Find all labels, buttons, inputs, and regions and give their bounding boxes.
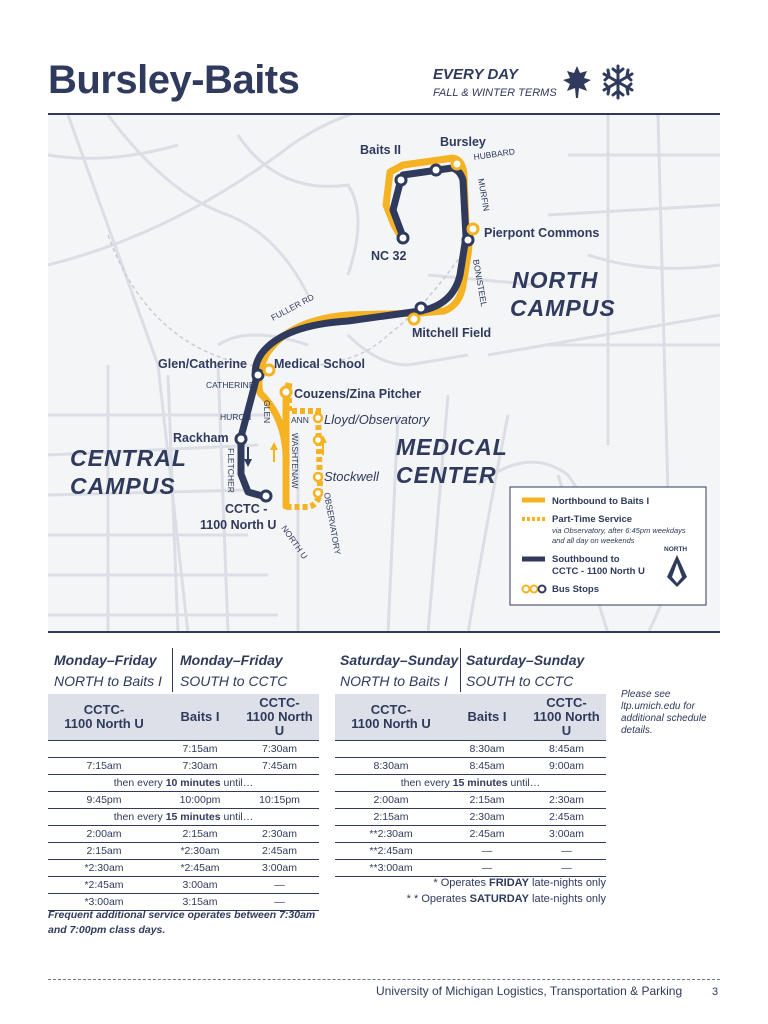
table-row (48, 860, 319, 877)
stop-label-baits2: Baits II (360, 143, 401, 157)
weekend-north-subheading: NORTH to Baits I (340, 673, 448, 689)
street-label-ann: ANN (291, 415, 309, 425)
time-cell: 3:00am (160, 877, 240, 894)
table-row (48, 775, 319, 792)
time-cell: 10:00pm (160, 792, 240, 809)
time-cell: 2:45am (527, 809, 606, 826)
table-row (335, 826, 606, 843)
time-cell: 9:45pm (48, 792, 160, 809)
column-header: Baits I (447, 694, 527, 741)
street-label-north-u: NORTH U (279, 523, 310, 561)
footer-organization: University of Michigan Logistics, Transportation & Parking (376, 984, 683, 998)
time-cell: 3:00am (240, 860, 319, 877)
frequency-interval: 15 minutes (165, 811, 221, 823)
stop-label-cctc: CCTC - (225, 502, 268, 516)
time-cell: *2:45am (48, 877, 160, 894)
frequency-text: until… (507, 777, 541, 789)
route-title: Bursley-Baits (48, 58, 300, 102)
stop-label-stockwell: Stockwell (324, 469, 379, 484)
frequency-text: until… (220, 777, 254, 789)
weekday-south-subheading: SOUTH to CCTC (180, 673, 288, 689)
saturday-footnote (407, 893, 606, 905)
legend-southbound-2: CCTC - 1100 North U (552, 566, 645, 577)
weekday-divider (172, 648, 173, 692)
table-row (335, 775, 606, 792)
area-label-central-campus-2: CAMPUS (70, 473, 176, 499)
frequency-text: then every (400, 777, 453, 789)
time-cell: 2:30am (447, 809, 527, 826)
column-header: Baits I (160, 694, 240, 741)
legend-parttime-note-2: and all day on weekends (552, 536, 635, 545)
area-label-north-campus-1: NORTH (512, 267, 599, 293)
table-row (335, 792, 606, 809)
time-cell: 8:30am (447, 741, 527, 758)
schedule-note: Please see ltp.umich.edu for additional schedule details. (621, 689, 707, 736)
street-label-observatory: OBSERVATORY (322, 491, 343, 556)
time-cell: **2:30am (335, 826, 447, 843)
time-cell: 3:00am (527, 826, 606, 843)
footnote-text: * * Operates (406, 893, 470, 905)
weekday-north-heading: Monday–Friday (54, 652, 157, 668)
stop-label-nc32: NC 32 (371, 249, 407, 263)
friday-footnote (433, 877, 606, 889)
table-row (48, 826, 319, 843)
time-cell: — (527, 843, 606, 860)
frequent-service-note: Frequent additional service operates between 7:30am and 7:00pm class days. (48, 909, 316, 936)
footer-divider (48, 979, 720, 980)
time-cell: 3:15am (160, 894, 240, 911)
service-terms: FALL & WINTER TERMS (433, 87, 557, 99)
service-days: EVERY DAY (433, 66, 519, 83)
time-cell: *2:30am (160, 843, 240, 860)
legend-parttime-note-1: via Observatory, after 6:45pm weekdays (552, 526, 686, 535)
map-legend (510, 487, 706, 605)
weekday-south-heading: Monday–Friday (180, 652, 283, 668)
table-row (48, 758, 319, 775)
time-cell: 10:15pm (240, 792, 319, 809)
time-cell: 2:45am (447, 826, 527, 843)
table-row (335, 809, 606, 826)
table-row (335, 758, 606, 775)
time-cell: 2:15am (160, 826, 240, 843)
time-cell: 2:15am (447, 792, 527, 809)
stop-label-rackham: Rackham (173, 431, 229, 445)
time-cell: — (447, 843, 527, 860)
footnote-text: late-nights only (528, 877, 606, 889)
stop-label-glen-catherine: Glen/Catherine (158, 357, 247, 371)
table-row (48, 741, 319, 758)
stop-label-lloyd: Lloyd/Observatory (324, 412, 430, 427)
north-arrow-label: NORTH (664, 546, 688, 553)
leaf-icon (560, 64, 594, 100)
table-row (335, 843, 606, 860)
map-bottom-rule (48, 631, 720, 633)
time-cell: 8:45am (447, 758, 527, 775)
frequency-cell (48, 809, 319, 826)
frequency-interval: 10 minutes (165, 777, 221, 789)
frequency-interval: 15 minutes (452, 777, 508, 789)
stop-label-mitchell: Mitchell Field (412, 326, 492, 340)
time-cell: *2:45am (160, 860, 240, 877)
street-label-washtenaw: WASHTENAW (290, 433, 300, 489)
time-cell: 2:30am (240, 826, 319, 843)
stop-label-couzens: Couzens/Zina Pitcher (294, 387, 422, 401)
table-row (48, 792, 319, 809)
time-cell: *2:30am (48, 860, 160, 877)
weekend-south-subheading: SOUTH to CCTC (466, 673, 574, 689)
area-label-medical-center-2: CENTER (396, 462, 497, 488)
street-label-fuller: FULLER RD (269, 291, 316, 323)
street-label-hubbard: HUBBARD (472, 146, 516, 162)
table-row (48, 843, 319, 860)
table-row (335, 741, 606, 758)
street-label-glen: GLEN (262, 400, 272, 424)
street-label-bonisteel: BONISTEEL (471, 258, 490, 308)
stop-label-medical-school: Medical School (274, 357, 365, 371)
time-cell: 7:15am (48, 758, 160, 775)
legend-parttime: Part-Time Service (552, 514, 633, 525)
frequency-cell (48, 775, 319, 792)
time-cell: 2:00am (335, 792, 447, 809)
time-cell (335, 741, 447, 758)
time-cell: **3:00am (335, 860, 447, 877)
time-cell: 7:30am (160, 758, 240, 775)
time-cell: — (240, 894, 319, 911)
time-cell: 2:15am (335, 809, 447, 826)
table-row (335, 860, 606, 877)
time-cell (48, 741, 160, 758)
footnote-day: SATURDAY (469, 893, 529, 905)
time-cell: — (240, 877, 319, 894)
legend-stops: Bus Stops (552, 584, 599, 595)
time-cell: *3:00am (48, 894, 160, 911)
legend-northbound: Northbound to Baits I (552, 496, 650, 507)
footnote-text: late-nights only (528, 893, 606, 905)
time-cell: 9:00am (527, 758, 606, 775)
area-label-north-campus-2: CAMPUS (510, 295, 616, 321)
street-label-murfin: MURFIN (476, 177, 492, 212)
street-label-fletcher: FLETCHER (226, 448, 236, 493)
weekend-divider (460, 648, 461, 692)
time-cell: 2:45am (240, 843, 319, 860)
street-label-catherine: CATHERINE (206, 380, 255, 390)
stop-label-cctc-2: 1100 North U (200, 518, 277, 532)
time-cell: 2:30am (527, 792, 606, 809)
weekend-south-heading: Saturday–Sunday (466, 652, 585, 668)
frequency-text: until… (220, 811, 254, 823)
weekday-north-subheading: NORTH to Baits I (54, 673, 162, 689)
column-header: CCTC- 1100 North U (335, 694, 447, 741)
frequency-text: then every (113, 811, 166, 823)
time-cell: **2:45am (335, 843, 447, 860)
time-cell: — (447, 860, 527, 877)
frequency-cell (335, 775, 606, 792)
weekday-schedule-table (48, 694, 319, 911)
stop-label-bursley: Bursley (440, 135, 486, 149)
table-row (48, 877, 319, 894)
legend-southbound-1: Southbound to (552, 554, 620, 565)
street-label-huron: HURON (220, 412, 252, 422)
snowflake-icon (600, 64, 636, 100)
page-number: 3 (712, 986, 719, 998)
time-cell: — (527, 860, 606, 877)
column-header: CCTC- 1100 North U (240, 694, 319, 741)
table-row (48, 809, 319, 826)
route-map (48, 115, 720, 633)
frequency-text: then every (113, 777, 166, 789)
weekend-north-heading: Saturday–Sunday (340, 652, 459, 668)
footnote-text: * Operates (433, 877, 490, 889)
time-cell: 2:00am (48, 826, 160, 843)
time-cell: 7:15am (160, 741, 240, 758)
stop-label-pierpont: Pierpont Commons (484, 226, 600, 240)
weekend-schedule-table (335, 694, 606, 877)
time-cell: 2:15am (48, 843, 160, 860)
time-cell: 7:45am (240, 758, 319, 775)
time-cell: 8:30am (335, 758, 447, 775)
area-label-central-campus-1: CENTRAL (70, 445, 187, 471)
column-header: CCTC- 1100 North U (48, 694, 160, 741)
time-cell: 8:45am (527, 741, 606, 758)
footnote-day: FRIDAY (489, 877, 529, 889)
area-label-medical-center-1: MEDICAL (396, 434, 508, 460)
time-cell: 7:30am (240, 741, 319, 758)
column-header: CCTC- 1100 North U (527, 694, 606, 741)
